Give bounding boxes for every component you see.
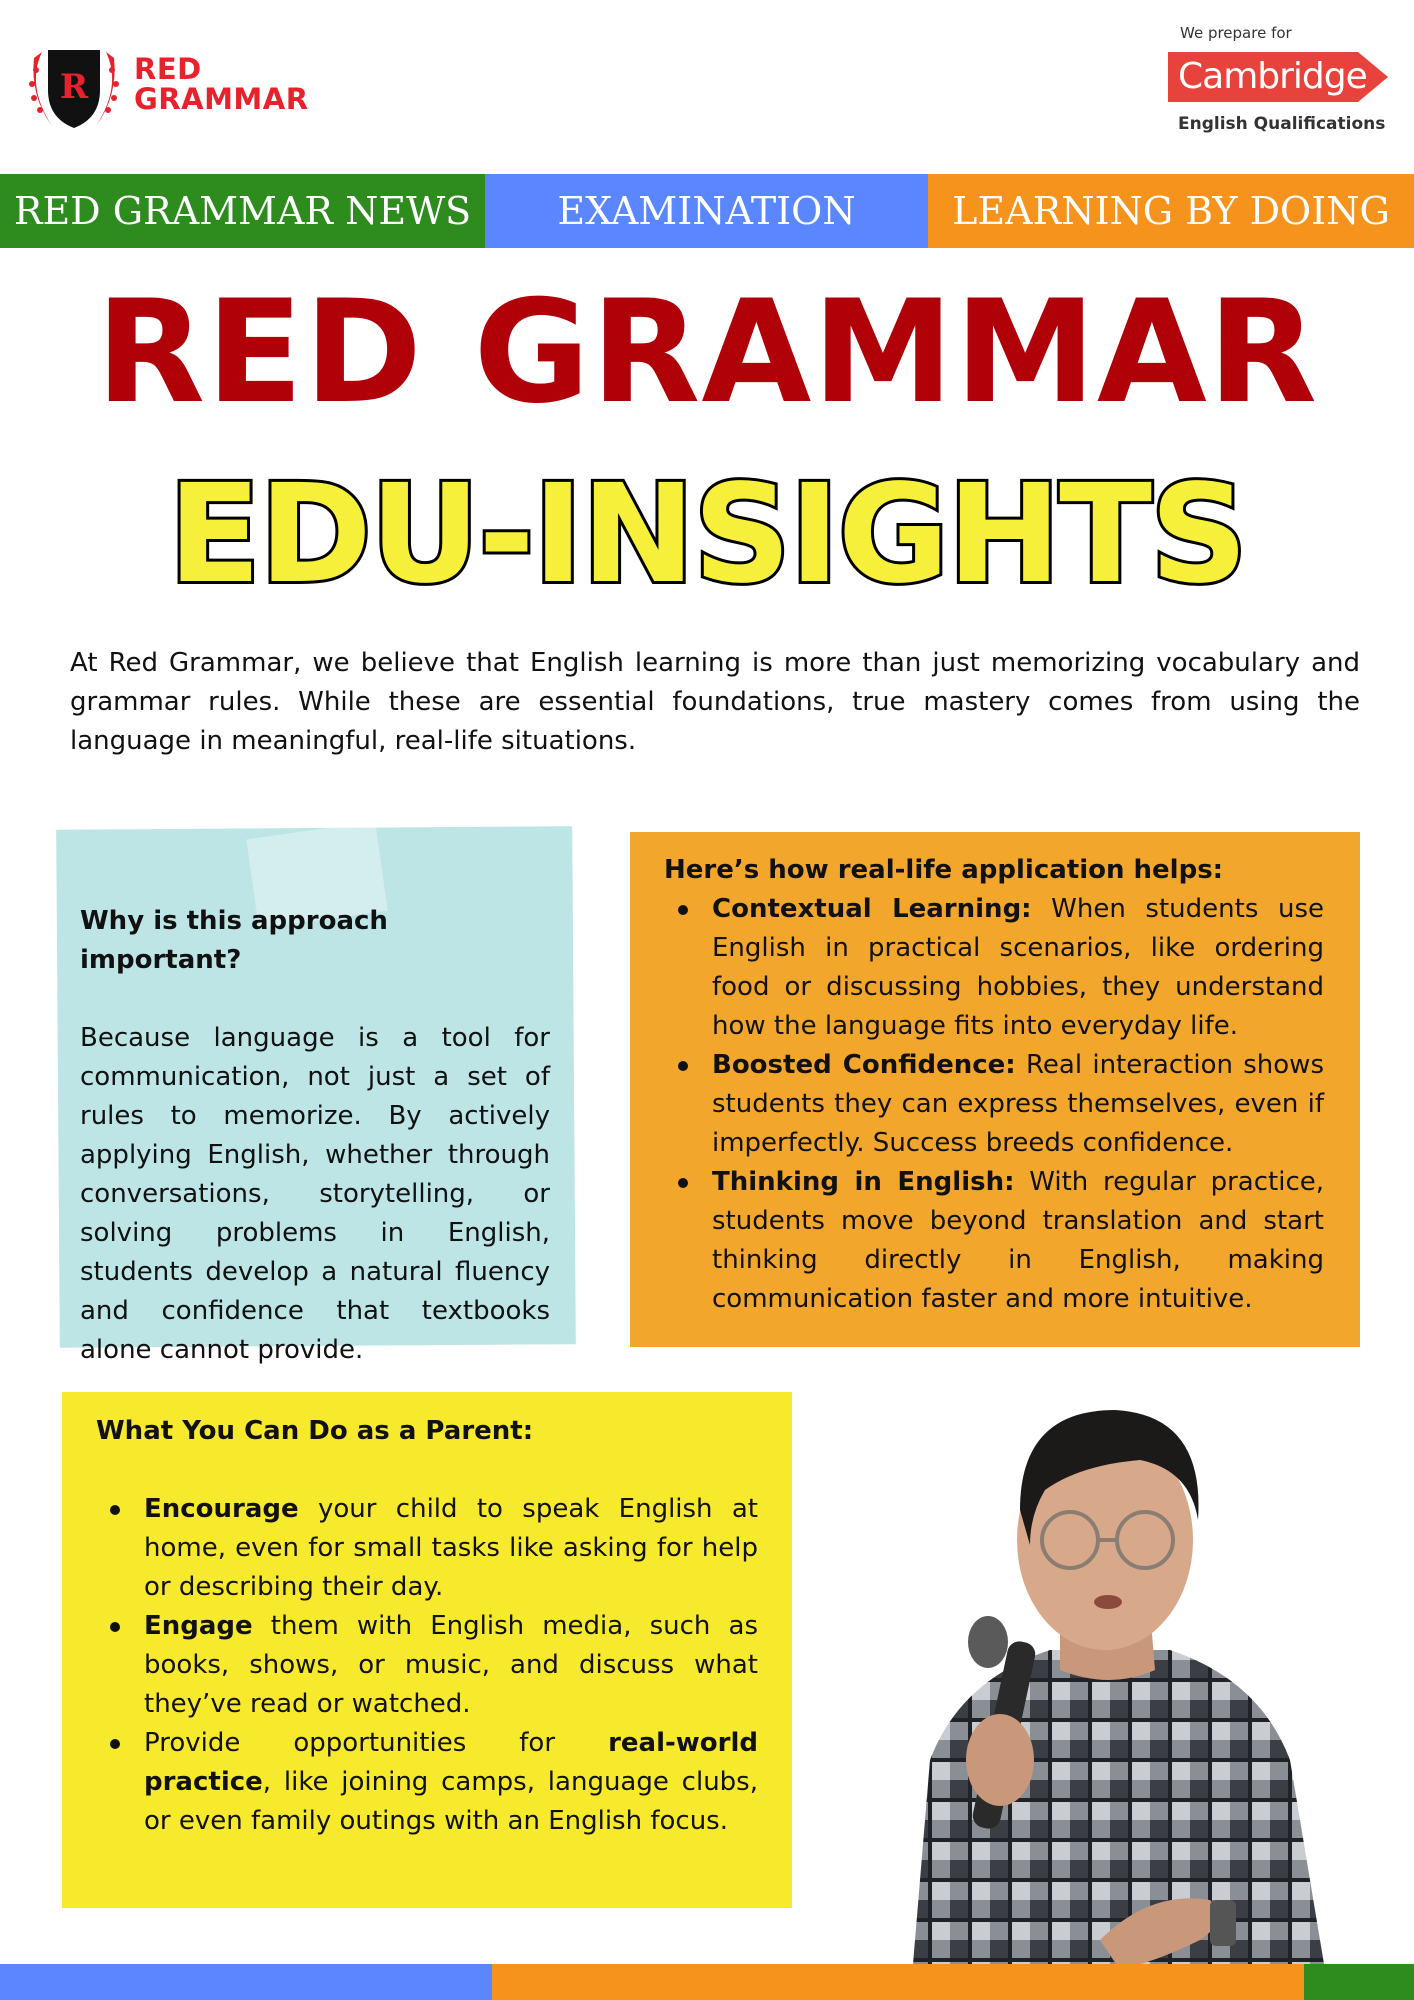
speaker-photo xyxy=(870,1380,1350,2000)
cambridge-subtitle: English Qualifications xyxy=(1178,114,1386,134)
list-item xyxy=(96,1724,758,1841)
shield-logo-icon xyxy=(22,46,126,130)
item-bold: Boosted Confidence: xyxy=(712,1050,1016,1080)
footer-blue xyxy=(0,1964,492,2000)
list-item xyxy=(96,1490,758,1607)
intro-paragraph: At Red Grammar, we believe that English learning is more than just memorizing vocabulary and grammar rules. While these are essential foundations, true mastery comes from using the language in meaningful, real-life situations. xyxy=(70,648,1360,756)
item-pre: Provide opportunities for xyxy=(144,1728,609,1758)
item-text: your child to speak English at home, even for small tasks like asking for help or describing their day. xyxy=(144,1494,758,1602)
logo-line-2: GRAMMAR xyxy=(134,82,309,116)
nav-red-grammar-news[interactable]: RED GRAMMAR NEWS xyxy=(0,174,485,248)
cambridge-badge xyxy=(1160,20,1400,140)
item-text: With regular practice, students move beyond translation and start thinking directly in English, making communication faster and more intuitive. xyxy=(712,1167,1324,1314)
item-bold: Contextual Learning: xyxy=(712,894,1032,924)
item-text: When students use English in practical scenarios, like ordering food or discussing hobbies, they understand how the language fits into everyday life. xyxy=(712,894,1324,1041)
item-bold: Encourage xyxy=(144,1494,299,1524)
footer-stripe xyxy=(0,1964,1414,2000)
category-nav xyxy=(0,174,1414,248)
item-text: them with English media, such as books, shows, or music, and discuss what they’ve read or watched. xyxy=(144,1611,758,1719)
how-list xyxy=(664,890,1324,1319)
why-heading: Why is this approach important? xyxy=(80,906,388,975)
cambridge-prefix: We prepare for xyxy=(1180,24,1292,42)
item-text: , like joining camps, language clubs, or even family outings with an English focus. xyxy=(144,1767,758,1836)
item-bold: Engage xyxy=(144,1611,253,1641)
list-item xyxy=(664,890,1324,1046)
item-bold: Thinking in English: xyxy=(712,1167,1015,1197)
list-item xyxy=(96,1607,758,1724)
logo-line-1: RED xyxy=(134,52,202,86)
item-text: Real interaction shows students they can express themselves, even if imperfectly. Success breeds confidence. xyxy=(712,1050,1324,1158)
page-title: RED GRAMMAR xyxy=(95,270,1319,435)
list-item xyxy=(664,1163,1324,1319)
parent-heading: What You Can Do as a Parent: xyxy=(96,1416,534,1446)
parent-list xyxy=(96,1490,758,1841)
shield-letter: R xyxy=(59,67,89,107)
why-body: Because language is a tool for communication, not just a set of rules to memorize. By actively applying English, whether through conversations, storytelling, or solving problems in English, students develop a natural fluency and confidence that textbooks alone cannot provide. xyxy=(80,1023,550,1365)
nav-examination[interactable]: EXAMINATION xyxy=(485,174,928,248)
why-box xyxy=(80,902,550,1370)
parent-box xyxy=(96,1412,758,1841)
item-bold: real-world practice xyxy=(144,1728,758,1797)
nav-learning-by-doing[interactable]: LEARNING BY DOING xyxy=(928,174,1414,248)
red-grammar-logo[interactable] xyxy=(22,46,322,134)
how-heading: Here’s how real-life application helps: xyxy=(664,855,1224,885)
cambridge-name: Cambridge xyxy=(1178,56,1367,97)
how-box xyxy=(664,851,1324,1319)
list-item xyxy=(664,1046,1324,1163)
logo-text xyxy=(134,54,309,114)
page-subtitle: EDU-INSIGHTS xyxy=(168,456,1246,614)
footer-orange xyxy=(492,1964,1304,2000)
footer-green xyxy=(1304,1964,1414,2000)
